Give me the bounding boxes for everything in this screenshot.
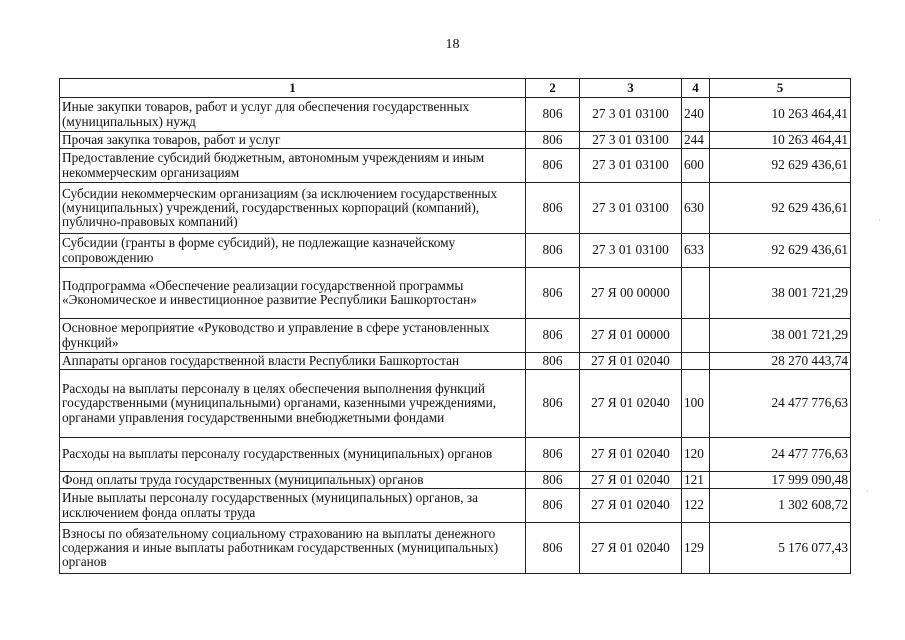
table-row [60, 489, 851, 523]
row-vr: 633 [682, 234, 710, 268]
table-row [60, 268, 851, 319]
row-ved: 806 [526, 319, 580, 353]
table-row [60, 98, 851, 132]
row-vr: 121 [682, 472, 710, 489]
row-vr [682, 268, 710, 319]
scan-speck: · [866, 487, 869, 496]
row-vr [682, 319, 710, 353]
row-vr: 100 [682, 370, 710, 438]
row-name: Расходы на выплаты персоналу в целях обеспечения выполнения функций государственными (муниципальными) органами, казенными учреждениями, органами управления государственными внебюджетными фондами [60, 370, 526, 438]
table-row [60, 132, 851, 149]
row-name: Взносы по обязательному социальному страхованию на выплаты денежного содержания и иные выплаты работникам государственных (муниципальных) органов [60, 523, 526, 574]
row-name: Иные выплаты персоналу государственных (муниципальных) органов, за исключением фонда оплаты труда [60, 489, 526, 523]
column-header-name: 1 [60, 79, 526, 98]
row-csr: 27 Я 01 02040 [580, 472, 682, 489]
table-row [60, 523, 851, 574]
row-vr: 120 [682, 438, 710, 472]
row-sum: 10 263 464,41 [710, 132, 851, 149]
scan-speck: · [878, 216, 881, 225]
row-csr: 27 3 01 03100 [580, 183, 682, 234]
row-name: Основное мероприятие «Руководство и управление в сфере установленных функций» [60, 319, 526, 353]
table-row [60, 472, 851, 489]
row-csr: 27 Я 01 02040 [580, 489, 682, 523]
row-csr: 27 Я 01 00000 [580, 319, 682, 353]
row-vr: 630 [682, 183, 710, 234]
row-sum: 38 001 721,29 [710, 268, 851, 319]
row-name: Субсидии некоммерческим организациям (за исключением государственных (муниципальных) учреждений, государственных корпораций (компаний), публично-правовых компаний) [60, 183, 526, 234]
column-header-sum: 5 [710, 79, 851, 98]
row-vr: 244 [682, 132, 710, 149]
row-sum: 92 629 436,61 [710, 149, 851, 183]
table-row [60, 319, 851, 353]
row-sum: 1 302 608,72 [710, 489, 851, 523]
column-header-csr: 3 [580, 79, 682, 98]
row-vr: 600 [682, 149, 710, 183]
row-name: Аппараты органов государственной власти Республики Башкортостан [60, 353, 526, 370]
row-sum: 38 001 721,29 [710, 319, 851, 353]
row-csr: 27 Я 01 02040 [580, 353, 682, 370]
row-ved: 806 [526, 353, 580, 370]
table-row [60, 370, 851, 438]
column-header-ved: 2 [526, 79, 580, 98]
row-sum: 10 263 464,41 [710, 98, 851, 132]
row-sum: 92 629 436,61 [710, 183, 851, 234]
row-sum: 17 999 090,48 [710, 472, 851, 489]
row-vr: 122 [682, 489, 710, 523]
row-ved: 806 [526, 234, 580, 268]
row-csr: 27 Я 00 00000 [580, 268, 682, 319]
page-number: 18 [445, 37, 460, 52]
row-ved: 806 [526, 98, 580, 132]
table-row [60, 183, 851, 234]
row-sum: 92 629 436,61 [710, 234, 851, 268]
row-name: Расходы на выплаты персоналу государственных (муниципальных) органов [60, 438, 526, 472]
row-ved: 806 [526, 183, 580, 234]
row-name: Прочая закупка товаров, работ и услуг [60, 132, 526, 149]
row-sum: 28 270 443,74 [710, 353, 851, 370]
row-csr: 27 3 01 03100 [580, 149, 682, 183]
row-name: Подпрограмма «Обеспечение реализации государственной программы «Экономическое и инвестиционное развитие Республики Башкортостан» [60, 268, 526, 319]
column-header-vr: 4 [682, 79, 710, 98]
row-name: Субсидии (гранты в форме субсидий), не подлежащие казначейскому сопровождению [60, 234, 526, 268]
row-csr: 27 Я 01 02040 [580, 438, 682, 472]
row-ved: 806 [526, 149, 580, 183]
row-ved: 806 [526, 472, 580, 489]
row-sum: 24 477 776,63 [710, 370, 851, 438]
row-csr: 27 Я 01 02040 [580, 523, 682, 574]
row-vr: 129 [682, 523, 710, 574]
row-vr [682, 353, 710, 370]
row-name: Фонд оплаты труда государственных (муниципальных) органов [60, 472, 526, 489]
table-row [60, 234, 851, 268]
row-ved: 806 [526, 132, 580, 149]
row-ved: 806 [526, 489, 580, 523]
row-csr: 27 3 01 03100 [580, 132, 682, 149]
table-row [60, 353, 851, 370]
row-csr: 27 3 01 03100 [580, 98, 682, 132]
row-vr: 240 [682, 98, 710, 132]
row-csr: 27 Я 01 02040 [580, 370, 682, 438]
row-sum: 5 176 077,43 [710, 523, 851, 574]
row-ved: 806 [526, 438, 580, 472]
row-ved: 806 [526, 523, 580, 574]
row-ved: 806 [526, 370, 580, 438]
row-sum: 24 477 776,63 [710, 438, 851, 472]
budget-table [59, 78, 851, 574]
row-ved: 806 [526, 268, 580, 319]
row-csr: 27 3 01 03100 [580, 234, 682, 268]
table-row [60, 438, 851, 472]
row-name: Иные закупки товаров, работ и услуг для обеспечения государственных (муниципальных) нужд [60, 98, 526, 132]
row-name: Предоставление субсидий бюджетным, автономным учреждениям и иным некоммерческим организациям [60, 149, 526, 183]
table-header-row [60, 79, 851, 98]
table-row [60, 149, 851, 183]
